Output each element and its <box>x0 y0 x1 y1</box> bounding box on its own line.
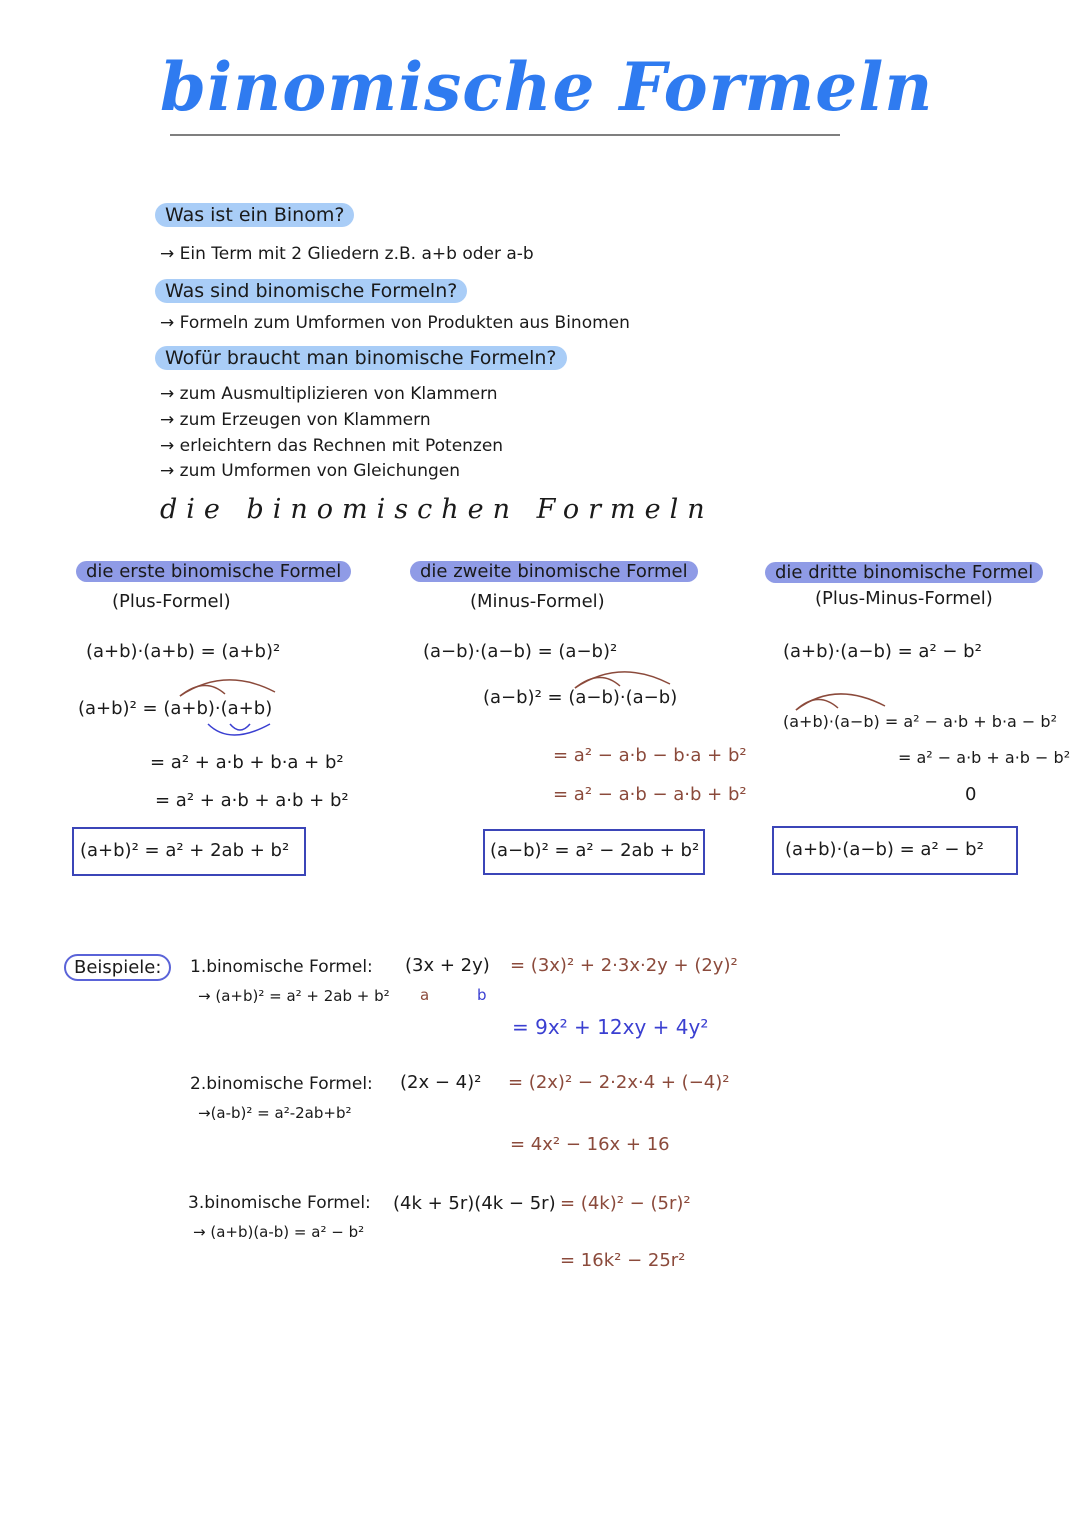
ex1-step2: = 9x² + 12xy + 4y² <box>512 1015 709 1039</box>
ex1-head: 1.binomische Formel: <box>190 957 373 977</box>
formula2-line4: = a² − a·b − a·b + b² <box>553 784 747 805</box>
formula1-line4: = a² + a·b + a·b + b² <box>155 790 349 811</box>
question-binom: Was ist ein Binom? <box>155 203 354 227</box>
ex2-term: (2x − 4)² <box>400 1072 482 1093</box>
ex1-rule: → (a+b)² = a² + 2ab + b² <box>198 987 390 1005</box>
formula3-alias: (Plus-Minus-Formel) <box>815 588 993 609</box>
ex3-step2: = 16k² − 25r² <box>560 1250 686 1271</box>
formula3-result: (a+b)·(a−b) = a² − b² <box>785 839 984 860</box>
formula3-line3: = a² − a·b + a·b − b² <box>898 748 1071 767</box>
formula1-line2: (a+b)² = (a+b)·(a+b) <box>78 698 273 719</box>
formula2-result: (a−b)² = a² − 2ab + b² <box>490 840 700 861</box>
formula3-line2: (a+b)·(a−b) = a² − a·b + b·a − b² <box>783 712 1057 731</box>
answer-binom: → Ein Term mit 2 Gliedern z.B. a+b oder a-b <box>160 244 534 264</box>
answer-wofuer-2: → zum Erzeugen von Klammern <box>160 410 431 430</box>
ex1-term: (3x + 2y) <box>405 955 490 976</box>
answer-wofuer-4: → zum Umformen von Gleichungen <box>160 461 460 481</box>
ex2-rule: →(a-b)² = a²-2ab+b² <box>198 1104 352 1122</box>
formula3-zero: 0 <box>965 784 977 805</box>
formula1-arrows <box>170 670 300 700</box>
ex3-head: 3.binomische Formel: <box>188 1193 371 1213</box>
examples-label: Beispiele: <box>64 954 171 981</box>
formula1-alias: (Plus-Formel) <box>112 591 231 612</box>
formula1-name: die erste binomische Formel <box>76 561 351 582</box>
ex3-rule: → (a+b)(a-b) = a² − b² <box>193 1223 365 1241</box>
title-underline <box>150 130 850 140</box>
formula1-line3: = a² + a·b + b·a + b² <box>150 752 344 773</box>
question-wofuer: Wofür braucht man binomische Formeln? <box>155 346 567 370</box>
ex2-step2: = 4x² − 16x + 16 <box>510 1134 670 1155</box>
section-title: die binomischen Formeln <box>160 494 714 525</box>
answer-wofuer-3: → erleichtern das Rechnen mit Potenzen <box>160 436 504 456</box>
ex1-under-a: a <box>420 986 430 1004</box>
formula1-arrows-lower <box>200 720 280 750</box>
formula2-name: die zweite binomische Formel <box>410 561 698 582</box>
ex3-step1: = (4k)² − (5r)² <box>560 1193 691 1214</box>
ex1-under-b: b <box>477 986 487 1004</box>
question-binomische-formeln: Was sind binomische Formeln? <box>155 279 467 303</box>
formula2-line1: (a−b)·(a−b) = (a−b)² <box>423 641 618 662</box>
ex2-step1: = (2x)² − 2·2x·4 + (−4)² <box>508 1072 730 1093</box>
ex2-head: 2.binomische Formel: <box>190 1074 373 1094</box>
formula3-name: die dritte binomische Formel <box>765 562 1043 583</box>
ex1-step1: = (3x)² + 2·3x·2y + (2y)² <box>510 955 738 976</box>
answer-binomische-formeln: → Formeln zum Umformen von Produkten aus Binomen <box>160 313 630 333</box>
page-title: binomische Formeln <box>160 48 934 126</box>
answer-wofuer-1: → zum Ausmultiplizieren von Klammern <box>160 384 498 404</box>
formula3-line1: (a+b)·(a−b) = a² − b² <box>783 641 982 662</box>
formula2-alias: (Minus-Formel) <box>470 591 605 612</box>
ex3-term: (4k + 5r)(4k − 5r) <box>393 1193 556 1214</box>
formula3-arrows <box>790 684 900 714</box>
formula1-line1: (a+b)·(a+b) = (a+b)² <box>86 641 281 662</box>
formula2-line3: = a² − a·b − b·a + b² <box>553 745 747 766</box>
formula2-line2: (a−b)² = (a−b)·(a−b) <box>483 687 678 708</box>
formula1-result: (a+b)² = a² + 2ab + b² <box>80 840 290 861</box>
